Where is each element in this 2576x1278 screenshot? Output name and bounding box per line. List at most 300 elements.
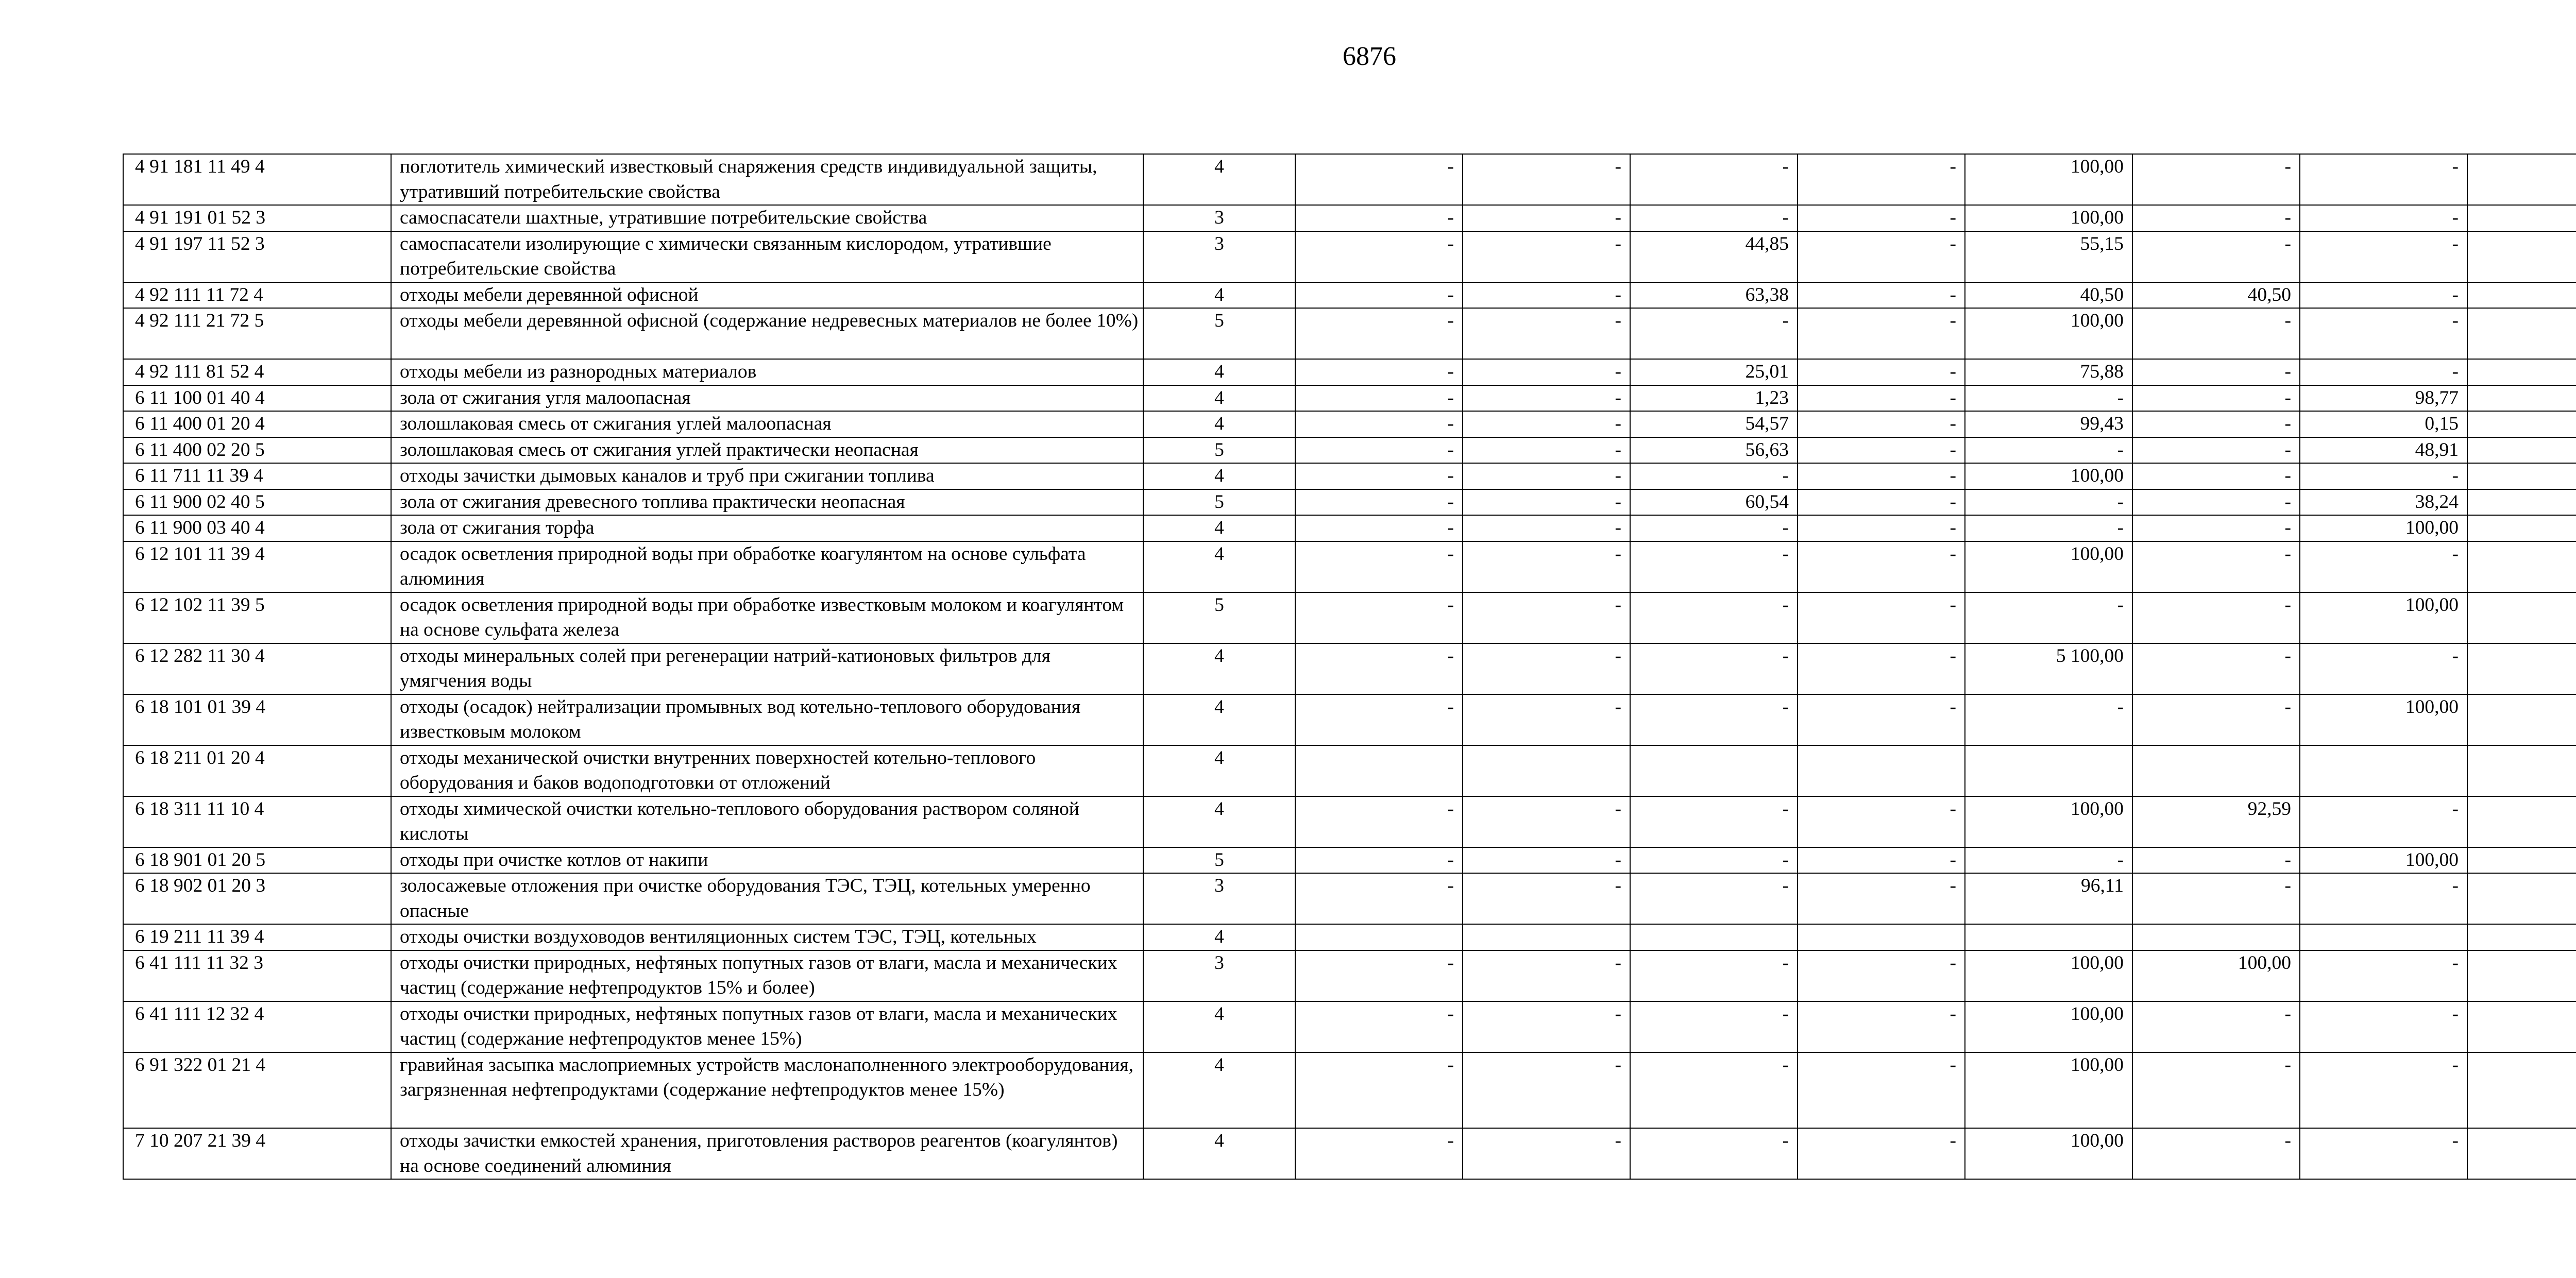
value-cell: 48,91 [2300,437,2467,464]
value-cell: - [1295,950,1463,1001]
value-cell: - [2132,489,2300,516]
waste-code: 6 18 901 01 20 5 [123,847,391,874]
value-cell: - [2300,950,2467,1001]
waste-name: отходы (осадок) нейтрализации промывных вод котельно-теплового оборудования известковым молоком [391,694,1143,745]
page-number: 6876 [1343,42,1396,71]
value-cell: - [1295,873,1463,924]
value-cell: 100,00 [2300,515,2467,541]
table-row [123,592,2576,643]
value-cell [2467,308,2576,359]
value-cell: - [1463,1128,1630,1179]
waste-name: отходы очистки природных, нефтяных попутных газов от влаги, масла и механических частиц (содержание нефтепродуктов 15% и более) [391,950,1143,1001]
value-cell: - [1798,1128,1965,1179]
value-cell [1798,745,1965,796]
waste-code: 6 18 902 01 20 3 [123,873,391,924]
value-cell: - [2132,411,2300,437]
hazard-class: 4 [1143,1128,1295,1179]
value-cell: - [1630,205,1798,231]
value-cell: - [1295,385,1463,412]
value-cell: - [1798,154,1965,205]
waste-code: 6 11 900 03 40 4 [123,515,391,541]
value-cell: - [2132,308,2300,359]
value-cell: 100,00 [2132,950,2300,1001]
value-cell: - [1798,847,1965,874]
value-cell: - [1798,411,1965,437]
table-row [123,489,2576,516]
waste-name: зола от сжигания торфа [391,515,1143,541]
table-row [123,1052,2576,1129]
value-cell: - [1295,282,1463,309]
value-cell [1295,745,1463,796]
hazard-class: 4 [1143,745,1295,796]
value-cell: - [1463,950,1630,1001]
table-row [123,1001,2576,1052]
value-cell: - [2300,643,2467,694]
value-cell [2467,385,2576,412]
value-cell: - [1798,1052,1965,1129]
table-row [123,308,2576,359]
value-cell [2132,924,2300,950]
value-cell: - [2132,847,2300,874]
value-cell: 100,00 [2300,847,2467,874]
value-cell: - [2300,1128,2467,1179]
waste-code: 7 10 207 21 39 4 [123,1128,391,1179]
hazard-class: 5 [1143,437,1295,464]
value-cell: 96,11 [1965,873,2132,924]
hazard-class: 4 [1143,359,1295,385]
waste-code: 4 92 111 11 72 4 [123,282,391,309]
value-cell: - [2300,873,2467,924]
waste-code: 6 11 100 01 40 4 [123,385,391,412]
value-cell [2467,796,2576,847]
waste-name: отходы механической очистки внутренних поверхностей котельно-теплового оборудования и баков водоподготовки от отложений [391,745,1143,796]
value-cell: 92,59 [2132,796,2300,847]
value-cell [1463,924,1630,950]
value-cell: - [2300,154,2467,205]
table-row [123,643,2576,694]
value-cell: - [2300,541,2467,592]
waste-name: отходы мебели деревянной офисной [391,282,1143,309]
value-cell [2467,1128,2576,1179]
value-cell: - [1463,592,1630,643]
value-cell: - [1630,1001,1798,1052]
value-cell: - [1798,385,1965,412]
value-cell: - [2132,385,2300,412]
waste-name: отходы при очистке котлов от накипи [391,847,1143,874]
waste-name: гравийная засыпка маслоприемных устройств маслонаполненного электрооборудования, загрязненная нефтепродуктами (содержание нефтепродуктов менее 15%) [391,1052,1143,1129]
value-cell: - [2300,205,2467,231]
value-cell: 44,85 [1630,231,1798,282]
hazard-class: 3 [1143,205,1295,231]
value-cell [2467,437,2576,464]
value-cell [2467,463,2576,489]
table-row [123,515,2576,541]
value-cell: - [2300,308,2467,359]
table-row [123,873,2576,924]
value-cell: - [1295,1001,1463,1052]
hazard-class: 5 [1143,592,1295,643]
waste-name: золошлаковая смесь от сжигания углей практически неопасная [391,437,1143,464]
value-cell: - [1798,541,1965,592]
waste-code: 6 18 101 01 39 4 [123,694,391,745]
value-cell [1798,924,1965,950]
value-cell [2467,515,2576,541]
value-cell: - [2300,282,2467,309]
waste-name: осадок осветления природной воды при обработке известковым молоком и коагулянтом на основе сульфата железа [391,592,1143,643]
waste-name: отходы химической очистки котельно-теплового оборудования раствором соляной кислоты [391,796,1143,847]
value-cell: - [1630,541,1798,592]
value-cell: - [2132,1128,2300,1179]
value-cell [2300,924,2467,950]
value-cell [2467,745,2576,796]
value-cell [2467,847,2576,874]
value-cell: - [1798,515,1965,541]
value-cell: 100,00 [1965,1001,2132,1052]
table-row [123,282,2576,309]
value-cell: - [1295,308,1463,359]
value-cell: 100,00 [1965,796,2132,847]
value-cell: - [2300,796,2467,847]
hazard-class: 5 [1143,847,1295,874]
hazard-class: 4 [1143,411,1295,437]
hazard-class: 4 [1143,515,1295,541]
hazard-class: 4 [1143,541,1295,592]
table-row [123,437,2576,464]
waste-code: 6 91 322 01 21 4 [123,1052,391,1129]
hazard-class: 4 [1143,463,1295,489]
value-cell: 75,88 [1965,359,2132,385]
value-cell: - [1295,359,1463,385]
value-cell: - [1630,1128,1798,1179]
waste-code: 6 11 711 11 39 4 [123,463,391,489]
value-cell [2467,1052,2576,1129]
waste-name: отходы мебели из разнородных материалов [391,359,1143,385]
waste-name: отходы очистки воздуховодов вентиляционных систем ТЭС, ТЭЦ, котельных [391,924,1143,950]
waste-name: золошлаковая смесь от сжигания углей малоопасная [391,411,1143,437]
hazard-class: 4 [1143,1052,1295,1129]
value-cell: - [1965,437,2132,464]
value-cell: - [2132,154,2300,205]
waste-code: 6 18 211 01 20 4 [123,745,391,796]
value-cell: 55,15 [1965,231,2132,282]
value-cell: - [1798,231,1965,282]
value-cell: 100,00 [1965,205,2132,231]
waste-code: 6 12 102 11 39 5 [123,592,391,643]
value-cell: - [1463,411,1630,437]
value-cell: - [2132,873,2300,924]
hazard-class: 3 [1143,231,1295,282]
value-cell: - [1630,847,1798,874]
value-cell [2467,154,2576,205]
waste-name: зола от сжигания древесного топлива практически неопасная [391,489,1143,516]
waste-code: 6 11 400 02 20 5 [123,437,391,464]
value-cell: - [1630,643,1798,694]
value-cell: - [2132,463,2300,489]
value-cell: - [1798,205,1965,231]
value-cell: - [2132,437,2300,464]
value-cell: - [1463,154,1630,205]
value-cell: - [1295,463,1463,489]
value-cell: - [1630,1052,1798,1129]
waste-code: 4 92 111 21 72 5 [123,308,391,359]
table-row [123,1128,2576,1179]
table-row [123,694,2576,745]
value-cell [2467,541,2576,592]
waste-code: 6 41 111 12 32 4 [123,1001,391,1052]
value-cell [1965,924,2132,950]
value-cell: 100,00 [1965,308,2132,359]
value-cell: - [1295,205,1463,231]
value-cell: 100,00 [2300,694,2467,745]
value-cell: - [1965,847,2132,874]
waste-table [123,154,2576,1180]
value-cell: - [1463,489,1630,516]
table-row [123,924,2576,950]
hazard-class: 4 [1143,385,1295,412]
value-cell: 100,00 [1965,541,2132,592]
value-cell: - [1463,231,1630,282]
value-cell: 100,00 [1965,1128,2132,1179]
value-cell: - [1463,205,1630,231]
value-cell: - [1798,592,1965,643]
value-cell: - [1965,489,2132,516]
waste-code: 4 92 111 81 52 4 [123,359,391,385]
value-cell: - [1630,515,1798,541]
waste-name: поглотитель химический известковый снаряжения средств индивидуальной защиты, утративший потребительские свойства [391,154,1143,205]
table-row [123,847,2576,874]
waste-code: 4 91 197 11 52 3 [123,231,391,282]
value-cell: 100,00 [1965,154,2132,205]
waste-name: отходы зачистки емкостей хранения, приготовления растворов реагентов (коагулянтов) на основе соединений алюминия [391,1128,1143,1179]
value-cell [2467,592,2576,643]
value-cell: - [1463,1052,1630,1129]
value-cell: - [1463,796,1630,847]
hazard-class: 5 [1143,308,1295,359]
table-row [123,205,2576,231]
value-cell: - [1630,873,1798,924]
value-cell: - [2132,359,2300,385]
value-cell: - [2300,1001,2467,1052]
hazard-class: 5 [1143,489,1295,516]
value-cell: - [1965,385,2132,412]
value-cell [2467,411,2576,437]
value-cell: - [1463,643,1630,694]
value-cell: - [2132,592,2300,643]
value-cell: 5 100,00 [1965,643,2132,694]
waste-code: 6 18 311 11 10 4 [123,796,391,847]
value-cell: 98,77 [2300,385,2467,412]
waste-code: 6 12 282 11 30 4 [123,643,391,694]
value-cell: - [1295,643,1463,694]
waste-code: 4 91 181 11 49 4 [123,154,391,205]
value-cell: - [1463,847,1630,874]
value-cell [2467,950,2576,1001]
value-cell: - [1798,282,1965,309]
value-cell: - [2132,1001,2300,1052]
value-cell: - [1295,694,1463,745]
waste-name: осадок осветления природной воды при обработке коагулянтом на основе сульфата алюминия [391,541,1143,592]
value-cell [1630,745,1798,796]
value-cell: 0,15 [2300,411,2467,437]
value-cell [1630,924,1798,950]
value-cell: - [1798,489,1965,516]
value-cell: - [1295,847,1463,874]
table-row [123,950,2576,1001]
value-cell: - [2132,643,2300,694]
value-cell: - [1295,1052,1463,1129]
value-cell: - [1798,796,1965,847]
value-cell: - [1295,1128,1463,1179]
table-row [123,745,2576,796]
value-cell: - [1630,154,1798,205]
value-cell: - [1295,796,1463,847]
table-row [123,463,2576,489]
hazard-class: 3 [1143,873,1295,924]
value-cell: - [1630,592,1798,643]
value-cell: 56,63 [1630,437,1798,464]
value-cell: 1,23 [1630,385,1798,412]
value-cell: - [2300,463,2467,489]
value-cell: - [1463,1001,1630,1052]
value-cell: - [1965,515,2132,541]
waste-code: 4 91 191 01 52 3 [123,205,391,231]
table-row [123,154,2576,205]
value-cell [2467,282,2576,309]
value-cell: - [1295,411,1463,437]
value-cell: - [1630,796,1798,847]
value-cell: 60,54 [1630,489,1798,516]
value-cell: - [1965,592,2132,643]
value-cell: 54,57 [1630,411,1798,437]
value-cell: 40,50 [2132,282,2300,309]
value-cell: - [2300,359,2467,385]
waste-name: отходы мебели деревянной офисной (содержание недревесных материалов не более 10%) [391,308,1143,359]
table-row [123,231,2576,282]
waste-name: отходы минеральных солей при регенерации натрий-катионовых фильтров для умягчения воды [391,643,1143,694]
value-cell [2467,694,2576,745]
value-cell [1463,745,1630,796]
value-cell: - [1798,694,1965,745]
value-cell: 100,00 [1965,463,2132,489]
value-cell: - [1295,592,1463,643]
value-cell: - [1798,1001,1965,1052]
table-row [123,411,2576,437]
value-cell: - [1295,541,1463,592]
value-cell: - [2300,1052,2467,1129]
value-cell: 99,43 [1965,411,2132,437]
value-cell: - [1295,231,1463,282]
value-cell [2467,359,2576,385]
value-cell: - [1295,437,1463,464]
value-cell: - [1798,359,1965,385]
value-cell: - [1295,154,1463,205]
waste-name: отходы зачистки дымовых каналов и труб при сжигании топлива [391,463,1143,489]
value-cell: - [2132,231,2300,282]
waste-name: золосажевые отложения при очистке оборудования ТЭС, ТЭЦ, котельных умеренно опасные [391,873,1143,924]
value-cell: - [2132,694,2300,745]
value-cell [2467,231,2576,282]
waste-code: 6 11 400 01 20 4 [123,411,391,437]
value-cell: - [1463,463,1630,489]
value-cell: 40,50 [1965,282,2132,309]
hazard-class: 4 [1143,694,1295,745]
value-cell: - [1463,515,1630,541]
value-cell: - [1463,359,1630,385]
hazard-class: 4 [1143,282,1295,309]
value-cell [1965,745,2132,796]
waste-name: самоспасатели шахтные, утратившие потребительские свойства [391,205,1143,231]
value-cell: - [1798,873,1965,924]
waste-name: зола от сжигания угля малоопасная [391,385,1143,412]
value-cell: - [1798,950,1965,1001]
value-cell: - [2132,1052,2300,1129]
hazard-class: 4 [1143,154,1295,205]
value-cell: - [2132,205,2300,231]
value-cell: - [1463,873,1630,924]
value-cell: - [1798,437,1965,464]
value-cell: - [1463,308,1630,359]
value-cell: - [1965,694,2132,745]
table-row [123,359,2576,385]
table-row [123,541,2576,592]
hazard-class: 4 [1143,796,1295,847]
waste-name: самоспасатели изолирующие с химически связанным кислородом, утратившие потребительские свойства [391,231,1143,282]
value-cell: - [1463,282,1630,309]
value-cell: - [1463,437,1630,464]
value-cell: - [1630,950,1798,1001]
hazard-class: 3 [1143,950,1295,1001]
value-cell [2467,205,2576,231]
value-cell [1295,924,1463,950]
value-cell: - [1295,489,1463,516]
table-row [123,796,2576,847]
waste-code: 6 41 111 11 32 3 [123,950,391,1001]
value-cell: 38,24 [2300,489,2467,516]
value-cell: - [1630,694,1798,745]
value-cell: 63,38 [1630,282,1798,309]
value-cell: 100,00 [1965,950,2132,1001]
waste-code: 6 19 211 11 39 4 [123,924,391,950]
value-cell: 100,00 [1965,1052,2132,1129]
value-cell [2467,1001,2576,1052]
value-cell: - [2300,231,2467,282]
value-cell: 25,01 [1630,359,1798,385]
waste-code: 6 11 900 02 40 5 [123,489,391,516]
waste-code: 6 12 101 11 39 4 [123,541,391,592]
value-cell: - [1630,463,1798,489]
value-cell: - [1295,515,1463,541]
value-cell [2467,873,2576,924]
waste-name: отходы очистки природных, нефтяных попутных газов от влаги, масла и механических частиц (содержание нефтепродуктов менее 15%) [391,1001,1143,1052]
table-body [123,154,2576,1179]
value-cell: - [1463,385,1630,412]
value-cell [2467,489,2576,516]
value-cell [2467,924,2576,950]
value-cell: - [1630,308,1798,359]
value-cell: - [1798,308,1965,359]
value-cell [2132,745,2300,796]
value-cell: - [1798,643,1965,694]
value-cell: - [1463,541,1630,592]
value-cell: - [1463,694,1630,745]
hazard-class: 4 [1143,924,1295,950]
hazard-class: 4 [1143,643,1295,694]
value-cell [2467,643,2576,694]
hazard-class: 4 [1143,1001,1295,1052]
value-cell: 100,00 [2300,592,2467,643]
value-cell [2300,745,2467,796]
value-cell: - [1798,463,1965,489]
